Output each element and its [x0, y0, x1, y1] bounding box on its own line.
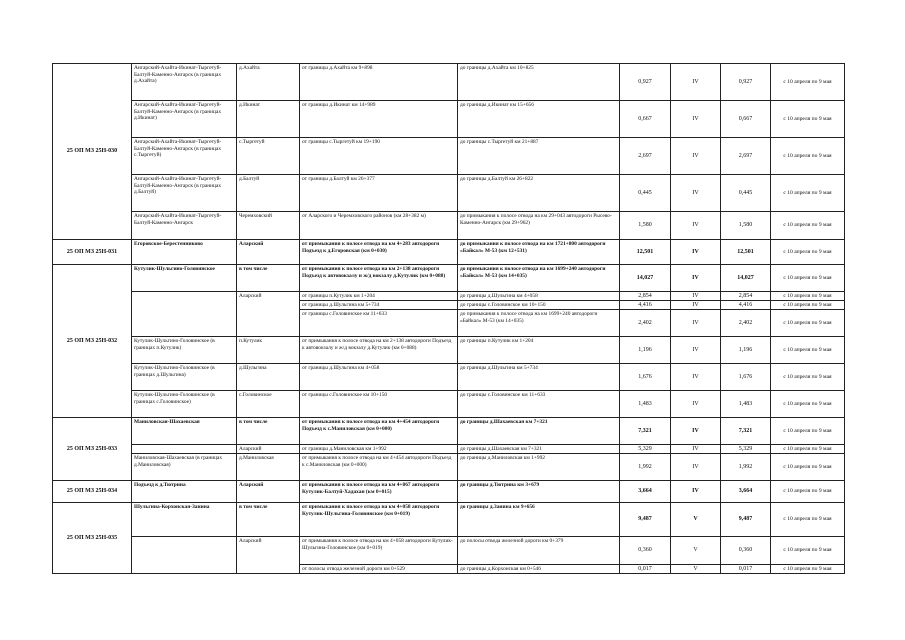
road-from: от полосы отвода железной дороги км 0+529 — [300, 565, 458, 574]
road-length: 5,329 — [620, 445, 671, 454]
road-code: 25 ОП МЗ 25Н-033 — [53, 418, 132, 481]
road-name: Подъезд к д.Тютрина — [132, 481, 237, 503]
road-length-limited: 1,992 — [721, 454, 771, 481]
road-category: IV — [671, 364, 721, 391]
table-row — [53, 454, 845, 481]
road-season: с 10 апреля по 9 мая — [771, 454, 845, 481]
road-to: до примыкания к полосе отвода на км 29+043 автодороги Рысево-Каменно-Ангарск (км 29+962) — [458, 212, 620, 240]
road-name: Ангарский-Ахайта-Икинат-Тыргетуй-Балтуй-Каменно-Ангарск — [132, 212, 237, 240]
road-name: Кутулик-Шульгино-Головинское (в границах п.Кутулик) — [132, 337, 237, 364]
road-to: до примыкания к полосе отвода на км 1721+800 автодороги «Байкал» М-53 (км 12+531) — [458, 240, 620, 265]
table-row — [53, 337, 845, 364]
road-season: с 10 апреля по 9 мая — [771, 301, 845, 310]
road-length-limited: 5,329 — [721, 445, 771, 454]
road-length-limited: 3,664 — [721, 481, 771, 503]
road-length: 1,580 — [620, 212, 671, 240]
road-name: Кутулик-Шульгино-Головинское (в границах с.Головинское) — [132, 391, 237, 418]
road-length-limited: 0,667 — [721, 101, 771, 138]
road-place: Черемховский — [237, 212, 300, 240]
road-from: от границы с.Головинское км 11+633 — [300, 310, 458, 337]
road-to: до полосы отвода железной дороги км 0+379 — [458, 537, 620, 565]
road-from: от примыкания к полосе отвода на км 4+058 автодороги Кутулик-Шульгина-Головинское (км 0+019) — [300, 503, 458, 537]
road-from: от границы д.Шульгина км 4+058 — [300, 364, 458, 391]
road-name: Ангарский-Ахайта-Икинат-Тыргетуй-Балтуй-Каменно-Ангарск (в границах д.Балтуй) — [132, 175, 237, 212]
road-name — [132, 537, 237, 574]
road-from: от примыкания к полосе отвода на км 2+138 автодороги Подъезд к автовокзалу и ж/д вокзалу д.Кутулик (км 0+088) — [300, 337, 458, 364]
road-code: 25 ОП МЗ 25Н-034 — [53, 481, 132, 503]
road-length-limited: 14,027 — [721, 265, 771, 292]
road-length: 2,697 — [620, 138, 671, 175]
road-to: до границы д.Шульгина км 4+058 — [458, 292, 620, 301]
road-to: до границы д.Занина км 9+656 — [458, 503, 620, 537]
road-category: IV — [671, 212, 721, 240]
road-from: от границы д.Маниловская км 1+992 — [300, 445, 458, 454]
road-length: 4,416 — [620, 301, 671, 310]
road-from: от примыкания к полосе отвода на км 4+454 автодороги Подъезд к с.Маниловская (км 0+000) — [300, 454, 458, 481]
road-place: Аларский — [237, 240, 300, 265]
road-length-limited: 1,196 — [721, 337, 771, 364]
table-row — [53, 101, 845, 138]
road-name: Кутулик-Шульгино-Головинское (в границах д.Шульгина) — [132, 364, 237, 391]
road-category: V — [671, 537, 721, 565]
road-to: до границы д.Ахайта км 10+825 — [458, 64, 620, 101]
road-category: IV — [671, 175, 721, 212]
road-place: в том числе — [237, 265, 300, 292]
road-from: от границы д.Икинат км 14+989 — [300, 101, 458, 138]
road-length: 2,402 — [620, 310, 671, 337]
table-row — [53, 64, 845, 101]
road-category: IV — [671, 138, 721, 175]
road-length: 14,027 — [620, 265, 671, 292]
road-season: с 10 апреля по 9 мая — [771, 445, 845, 454]
road-length: 7,321 — [620, 418, 671, 445]
table-row — [53, 391, 845, 418]
road-code: 25 ОП МЗ 25Н-035 — [53, 503, 132, 574]
road-name: Егоровское-Берестенниково — [132, 240, 237, 265]
road-place: с.Головинское — [237, 391, 300, 418]
road-length: 0,667 — [620, 101, 671, 138]
road-length-limited: 0,360 — [721, 537, 771, 565]
table-row — [53, 537, 845, 565]
road-to: до границы с.Головинское км 11+633 — [458, 391, 620, 418]
road-to: до границы д.Шахаевская км 7+321 — [458, 418, 620, 445]
road-category: IV — [671, 391, 721, 418]
road-length-limited: 9,487 — [721, 503, 771, 537]
road-name: Кутулик-Шульгино-Головинское — [132, 265, 237, 292]
road-season: с 10 апреля по 9 мая — [771, 240, 845, 265]
road-code: 25 ОП МЗ 25Н-031 — [53, 240, 132, 265]
road-to: до границы д.Маниловская км 1+992 — [458, 454, 620, 481]
road-to: до границы д.Шульгина км 5+734 — [458, 364, 620, 391]
road-length-limited: 1,580 — [721, 212, 771, 240]
road-from: от Аларского и Черемховского районов (км 28+382 м) — [300, 212, 458, 240]
road-code: 25 ОП МЗ 25Н-032 — [53, 265, 132, 418]
road-place: с.Тыргетуй — [237, 138, 300, 175]
road-season: с 10 апреля по 9 мая — [771, 292, 845, 301]
road-from: от границы п.Кутулик км 1+204 — [300, 292, 458, 301]
road-from: от границы д.Балтуй км 26+377 — [300, 175, 458, 212]
road-length-limited: 7,321 — [721, 418, 771, 445]
road-code: 25 ОП МЗ 25Н-030 — [53, 64, 132, 240]
road-name — [132, 445, 237, 454]
road-category: IV — [671, 292, 721, 301]
road-length: 1,196 — [620, 337, 671, 364]
road-length-limited: 4,416 — [721, 301, 771, 310]
road-season: с 10 апреля по 9 мая — [771, 537, 845, 565]
road-category: IV — [671, 301, 721, 310]
road-to: до границы д.Балтуй км 26+822 — [458, 175, 620, 212]
road-category: IV — [671, 64, 721, 101]
table-row — [53, 503, 845, 537]
road-name: Маниловская-Шахаевская — [132, 418, 237, 445]
road-length: 0,017 — [620, 565, 671, 574]
road-from: от примыкания к полосе отвода на км 4+454 автодороги Подъезд к с.Маниловская (км 0+000) — [300, 418, 458, 445]
road-length-limited: 2,402 — [721, 310, 771, 337]
road-season: с 10 апреля по 9 мая — [771, 418, 845, 445]
table-row — [53, 138, 845, 175]
road-to: до границы д.Тютрина км 3+679 — [458, 481, 620, 503]
road-length: 1,676 — [620, 364, 671, 391]
road-category: IV — [671, 454, 721, 481]
table-row — [53, 445, 845, 454]
road-from: от примыкания к полосе отвода на км 4+283 автодороги Подъезд к д.Егоровская (км 0+030) — [300, 240, 458, 265]
road-length: 12,501 — [620, 240, 671, 265]
road-place: д.Маниловская — [237, 454, 300, 481]
road-length: 0,360 — [620, 537, 671, 565]
road-category: V — [671, 565, 721, 574]
road-to: до границы д.Шахаевская км 7+321 — [458, 445, 620, 454]
road-length-limited: 0,017 — [721, 565, 771, 574]
road-place: д.Балтуй — [237, 175, 300, 212]
road-to: до границы п.Кутулик км 1+204 — [458, 337, 620, 364]
table-row — [53, 481, 845, 503]
table-row — [53, 418, 845, 445]
table-row — [53, 265, 845, 292]
road-season: с 10 апреля по 9 мая — [771, 391, 845, 418]
road-category: IV — [671, 310, 721, 337]
road-name: Шульгина-Корхонская-Занина — [132, 503, 237, 537]
road-place: д.Шульгина — [237, 364, 300, 391]
road-to: до границы с.Головинское км 10+150 — [458, 301, 620, 310]
road-from: от примыкания к полосе отвода на км 2+138 автодороги Подъезд к автовокзалу и ж/д вокзалу д.Кутулик (км 0+088) — [300, 265, 458, 292]
road-to: до границы д.Икинат км 15+656 — [458, 101, 620, 138]
road-season: с 10 апреля по 9 мая — [771, 481, 845, 503]
road-place: Аларский — [237, 537, 300, 574]
road-length-limited: 2,854 — [721, 292, 771, 301]
road-to: до границы с.Тыргетуй км 21+887 — [458, 138, 620, 175]
road-from: от границы с.Тыргетуй км 19+190 — [300, 138, 458, 175]
road-from: от границы д.Ахайта км 9+898 — [300, 64, 458, 101]
road-category: IV — [671, 418, 721, 445]
road-length: 3,664 — [620, 481, 671, 503]
road-length-limited: 2,697 — [721, 138, 771, 175]
road-place: в том числе — [237, 503, 300, 537]
road-season: с 10 апреля по 9 мая — [771, 175, 845, 212]
road-from: от примыкания к полосе отвода на км 4+867 автодороги Кутулик-Балтуй-Хадахан (км 0+015) — [300, 481, 458, 503]
road-place: Аларский — [237, 445, 300, 454]
road-season: с 10 апреля по 9 мая — [771, 310, 845, 337]
road-category: IV — [671, 445, 721, 454]
road-category: V — [671, 503, 721, 537]
road-length-limited: 1,676 — [721, 364, 771, 391]
table-row — [53, 364, 845, 391]
roads-table — [52, 63, 845, 574]
road-category: IV — [671, 265, 721, 292]
road-category: IV — [671, 337, 721, 364]
road-category: IV — [671, 101, 721, 138]
road-name: Ангарский-Ахайта-Икинат-Тыргетуй-Балтуй-Каменно-Ангарск (в границах д.Ахайта) — [132, 64, 237, 101]
road-name: Маниловская-Шахаевская (в границах д.Маниловская) — [132, 454, 237, 481]
road-place: Аларский — [237, 481, 300, 503]
road-place: Аларский — [237, 292, 300, 337]
road-length-limited: 0,927 — [721, 64, 771, 101]
road-season: с 10 апреля по 9 мая — [771, 212, 845, 240]
road-to: до примыкания к полосе отвода на км 1699+240 автодороги «Байкал» М-53 (км 14+035) — [458, 265, 620, 292]
road-name: Ангарский-Ахайта-Икинат-Тыргетуй-Балтуй-Каменно-Ангарск (в границах д.Икинат) — [132, 101, 237, 138]
road-season: с 10 апреля по 9 мая — [771, 337, 845, 364]
road-length: 1,992 — [620, 454, 671, 481]
road-season: с 10 апреля по 9 мая — [771, 64, 845, 101]
road-season: с 10 апреля по 9 мая — [771, 503, 845, 537]
road-category: IV — [671, 240, 721, 265]
road-length-limited: 0,445 — [721, 175, 771, 212]
road-season: с 10 апреля по 9 мая — [771, 565, 845, 574]
road-length-limited: 12,501 — [721, 240, 771, 265]
road-length: 0,445 — [620, 175, 671, 212]
road-season: с 10 апреля по 9 мая — [771, 364, 845, 391]
road-category: IV — [671, 481, 721, 503]
road-place: в том числе — [237, 418, 300, 445]
road-from: от границы д.Шульгина км 5+734 — [300, 301, 458, 310]
road-place: д.Икинат — [237, 101, 300, 138]
table-row — [53, 292, 845, 301]
road-to: до границы д.Корхонская км 0+546 — [458, 565, 620, 574]
road-length: 0,927 — [620, 64, 671, 101]
road-season: с 10 апреля по 9 мая — [771, 101, 845, 138]
road-length: 2,854 — [620, 292, 671, 301]
table-row — [53, 212, 845, 240]
road-length: 9,487 — [620, 503, 671, 537]
road-to: до примыкания к полосе отвода на км 1699+240 автодороги «Байкал» М-53 (км 14+035) — [458, 310, 620, 337]
road-name — [132, 292, 237, 337]
road-from: от границы с.Головинское км 10+150 — [300, 391, 458, 418]
road-season: с 10 апреля по 9 мая — [771, 138, 845, 175]
road-length-limited: 1,483 — [721, 391, 771, 418]
road-place: п.Кутулик — [237, 337, 300, 364]
road-from: от примыкания к полосе отвода на км 4+058 автодороги Кутулик-Шульгина-Головинское (км 0+019) — [300, 537, 458, 565]
road-season: с 10 апреля по 9 мая — [771, 265, 845, 292]
road-place: д.Ахайта — [237, 64, 300, 101]
road-length: 1,483 — [620, 391, 671, 418]
road-name: Ангарский-Ахайта-Икинат-Тыргетуй-Балтуй-Каменно-Ангарск (в границах с.Тыргетуй) — [132, 138, 237, 175]
table-row — [53, 240, 845, 265]
table-row — [53, 175, 845, 212]
